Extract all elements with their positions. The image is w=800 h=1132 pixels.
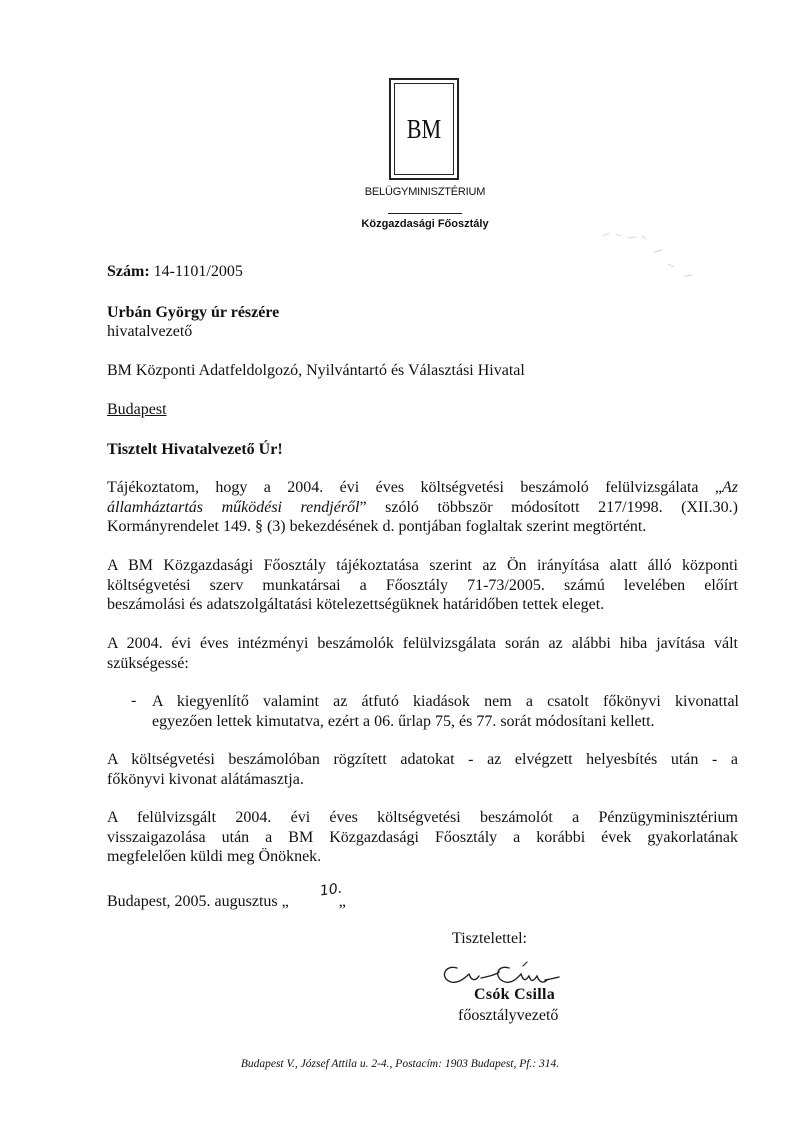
bullet-line-2: egyezően lettek kimutatva, ezért a 06. űrlap 75, és 77. sorát módosítani kellett. xyxy=(152,712,655,730)
recipient-name: Urbán György úr részére xyxy=(107,304,280,321)
signatory-name: Csók Csilla xyxy=(474,986,556,1003)
salutation: Tisztelt Hivatalvezető Úr! xyxy=(107,441,283,458)
scan-smudge xyxy=(598,224,708,284)
paragraph-1-line-1: Tájékoztatom, hogy a 2004. évi éves költségvetési beszámoló felülvizsgálata „Az xyxy=(107,479,738,496)
paragraph-2-line-3: beszámolási és adatszolgáltatási kötelezettségüknek határidőben tettek eleget. xyxy=(107,596,605,613)
ministry-logo xyxy=(389,78,459,180)
date-text: Budapest, 2005. augusztus „ xyxy=(107,893,289,910)
recipient-city: Budapest xyxy=(107,401,167,418)
date-line xyxy=(107,893,346,911)
bullet-mark: - xyxy=(131,692,137,709)
paragraph-3 xyxy=(107,634,738,673)
letterhead-divider xyxy=(388,213,462,214)
signatory-title: főosztályvezető xyxy=(458,1007,559,1024)
paragraph-3-line-1: A 2004. évi éves intézményi beszámolók felülvizsgálata során az alábbi hiba javítása vált xyxy=(107,635,738,652)
paragraph-4 xyxy=(107,750,738,789)
reference-number: 14-1101/2005 xyxy=(153,263,243,280)
signature-image xyxy=(437,956,567,988)
bullet-line-1: A kiegyenlítő valamint az átfutó kiadások nem a csatolt főkönyvi kivonattal xyxy=(152,693,739,710)
paragraph-3-line-2: szükségessé: xyxy=(107,654,189,672)
handwritten-day: 10. xyxy=(318,880,344,900)
paragraph-1-line-2: államháztartás működési rendjéről” szóló többször módosított 217/1998. (XII.30.) xyxy=(107,498,738,516)
paragraph-5-line-1: A felülvizsgált 2004. évi éves költségvetési beszámolót a Pénzügyminisztérium xyxy=(107,809,738,826)
reference-line xyxy=(107,262,243,281)
logo-text: BM xyxy=(406,114,442,144)
paragraph-5-line-3: megfelelően küldi meg Önöknek. xyxy=(107,848,322,865)
closing: Tisztelettel: xyxy=(452,930,527,947)
recipient-organization: BM Központi Adatfeldolgozó, Nyilvántartó és Választási Hivatal xyxy=(107,362,525,379)
ministry-name: BELÜGYMINISZTÉRIUM xyxy=(364,186,486,198)
bullet-item xyxy=(152,692,739,731)
paragraph-5-line-2: visszaigazolása után a BM Közgazdasági Főosztály a korábbi évek gyakorlatának xyxy=(107,828,738,846)
paragraph-4-line-1: A költségvetési beszámolóban rögzített adatokat - az elvégzett helyesbítés után - a xyxy=(107,751,738,768)
paragraph-2-line-1: A BM Közgazdasági Főosztály tájékoztatása szerint az Ön irányítása alatt álló központi xyxy=(107,557,738,574)
paragraph-2 xyxy=(107,556,738,615)
reference-label: Szám: xyxy=(107,263,150,280)
date-close-quote: „ xyxy=(338,893,346,910)
paragraph-2-line-2: költségvetési szerv munkatársai a Főosztály 71-73/2005. számú levelében előírt xyxy=(107,576,738,594)
paragraph-1-line-3: Kormányrendelet 149. § (3) bekezdésének d. pontjában foglaltak szerint megtörtént. xyxy=(107,518,647,535)
department-name: Közgazdasági Főosztály xyxy=(361,218,489,230)
footer-address: Budapest V., József Attila u. 2-4., Postacím: 1903 Budapest, Pf.: 314. xyxy=(240,1058,560,1070)
paragraph-1 xyxy=(107,478,738,537)
recipient-title: hivatalvezető xyxy=(107,323,193,340)
paragraph-5 xyxy=(107,808,738,867)
paragraph-4-line-2: főkönyvi kivonat alátámasztja. xyxy=(107,770,304,788)
